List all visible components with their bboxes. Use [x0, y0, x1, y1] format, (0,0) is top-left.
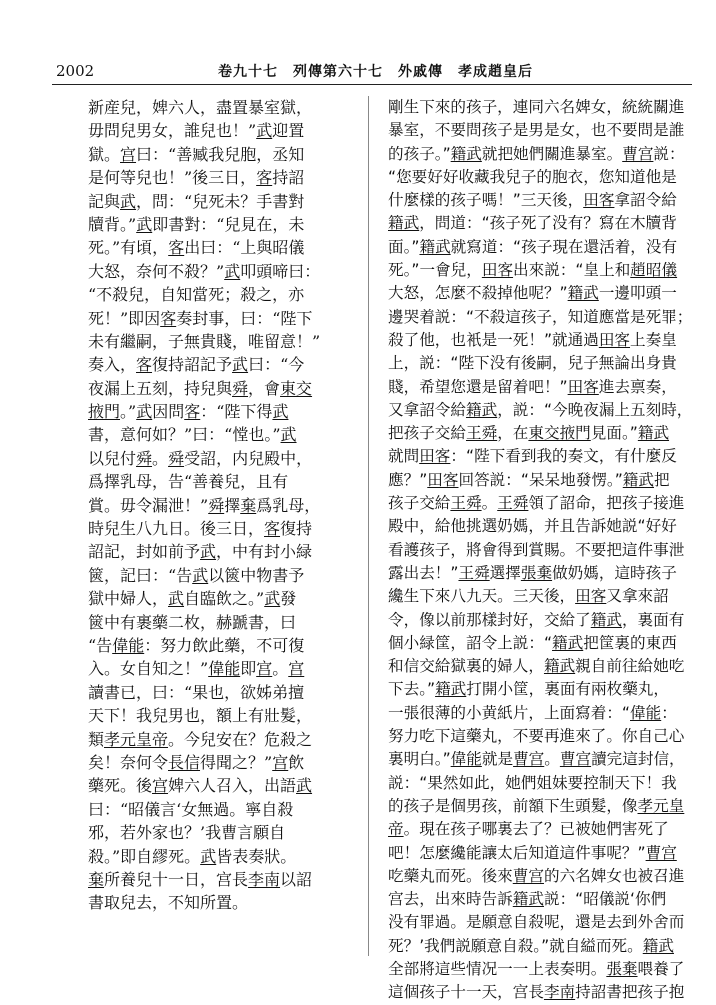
text-line: [88, 447, 338, 470]
proper-name: 宫: [152, 776, 169, 796]
text-segment: 復持: [280, 519, 313, 539]
text-line: [88, 821, 338, 844]
text-segment: “您要好好收藏我兒子的胞衣，您知道他是: [388, 167, 677, 186]
text-segment: 書取兒去，不知所置。: [88, 893, 249, 913]
text-segment: 吧！怎麼纔能讓太后知道這件事呢？”: [388, 843, 646, 862]
proper-name: 孝元皇帝: [104, 729, 169, 749]
text-segment: 就問: [388, 447, 420, 466]
text-segment: 即書對：“兒見在，未: [152, 214, 305, 234]
text-segment: 持詔書把孩子抱: [575, 983, 685, 1002]
proper-name: 武: [136, 214, 153, 234]
text-segment: 纔生下來八九天。三天後，: [388, 587, 576, 606]
text-line: [388, 399, 693, 422]
text-line: [388, 376, 677, 399]
proper-name: 李南: [248, 869, 281, 889]
text-segment: 夜漏上五刻，持兒與: [88, 378, 233, 398]
text-segment: 爲乳母，: [256, 495, 321, 515]
proper-name: 長信: [168, 752, 201, 772]
text-line: [388, 166, 677, 189]
text-line: [88, 330, 338, 353]
text-segment: 以兒付: [88, 448, 137, 468]
text-segment: 獄中婦人，: [88, 589, 169, 609]
text-segment: 讀書已，曰：“果也，欲姊弟擅: [88, 682, 305, 702]
text-line: [388, 306, 693, 329]
text-segment: 所養兒十一日，宫長: [104, 869, 249, 889]
text-line: [88, 634, 338, 657]
text-segment: 讀完這封信，: [591, 750, 685, 769]
text-segment: 詔記，封如前予: [88, 542, 201, 562]
proper-name: 武: [256, 121, 273, 141]
proper-name: 舜: [232, 378, 249, 398]
text-segment: 和信交給獄裏的婦人，: [388, 657, 544, 676]
text-line: [388, 702, 677, 725]
text-segment: “告: [88, 635, 113, 655]
text-line: [388, 236, 678, 259]
proper-name: 張棄: [520, 563, 553, 582]
proper-name: 客: [168, 238, 185, 258]
text-line: [388, 748, 685, 771]
proper-name: 東交掖門: [528, 424, 591, 443]
text-segment: 曰：“今: [248, 355, 305, 375]
proper-name: 曹宫: [645, 843, 677, 862]
text-segment: 矣！奈何令: [88, 752, 169, 772]
text-segment: 看護孩子，將會得到賞賜。不要把這件事泄: [388, 540, 685, 559]
proper-name: 籍武: [450, 144, 482, 163]
text-segment: 把筐裏的東西: [583, 633, 677, 652]
proper-name: 武: [264, 589, 281, 609]
text-segment: 努力吃下這藥丸，不要再進來了。你自己心: [388, 727, 685, 746]
text-line: [88, 283, 338, 306]
text-line: [388, 492, 685, 515]
proper-name: 東交: [280, 378, 313, 398]
column-divider: [368, 96, 369, 956]
text-line: [388, 865, 685, 888]
proper-name: 宫: [120, 144, 137, 164]
text-segment: 賞。毋令漏泄！”: [88, 495, 209, 515]
proper-name: 籍武: [465, 400, 498, 419]
text-segment: 新産兒，婢六人，盡置暴室獄，: [88, 98, 313, 117]
proper-name: 武: [224, 261, 241, 281]
text-line: [88, 774, 338, 797]
text-segment: 一邊叩頭一: [598, 284, 677, 303]
text-segment: 。: [544, 750, 560, 769]
text-line: [388, 725, 685, 748]
text-segment: 又拿來詔: [606, 587, 669, 606]
proper-name: 曹宫: [513, 750, 545, 769]
text-segment: 邊哭着説：“不殺這孩子，知道應當是死罪；: [388, 307, 693, 326]
text-segment: 賤，希望您還是留着吧！”: [388, 377, 568, 396]
proper-name: 籍武: [567, 284, 599, 303]
text-segment: 曰：“善臧我兒胞，丞知: [136, 144, 305, 164]
text-segment: 説：“昭儀説‘你們: [543, 890, 667, 909]
proper-name: 田客: [427, 470, 459, 489]
text-segment: 飲: [288, 752, 305, 772]
text-segment: 死！”即因: [88, 308, 161, 328]
text-segment: 。: [481, 494, 498, 513]
proper-name: 籍武: [388, 214, 420, 233]
proper-name: 舜: [208, 495, 225, 515]
proper-name: 武: [272, 402, 289, 422]
text-segment: 書，意何如？”曰：“憆也。”: [88, 425, 281, 445]
text-segment: 受詔，内兒殿中，: [184, 448, 313, 468]
text-segment: 上奏皇: [630, 330, 677, 349]
text-line: [388, 609, 685, 632]
text-segment: 獄。: [88, 144, 121, 164]
text-line: [88, 166, 338, 189]
proper-name: 籍武: [543, 657, 576, 676]
proper-name: 掖門: [88, 402, 121, 422]
text-segment: 出曰：“上與昭儀: [184, 238, 305, 258]
text-segment: 進去禀奏，: [598, 377, 677, 396]
proper-name: 客: [264, 519, 281, 539]
text-segment: 得聞之？”: [200, 752, 273, 772]
proper-name: 宫: [272, 752, 289, 772]
text-line: [388, 189, 677, 212]
text-segment: ，會: [248, 378, 281, 398]
proper-name: 田客: [567, 377, 599, 396]
proper-name: 武: [136, 402, 153, 422]
classical-chinese-column: [88, 96, 338, 915]
proper-name: 偉能: [112, 635, 145, 655]
text-line: [88, 891, 338, 914]
text-line: [388, 562, 677, 585]
text-line: [88, 236, 338, 259]
page-number: 2002: [56, 62, 95, 80]
text-line: [88, 657, 338, 680]
proper-name: 孝元皇: [637, 796, 685, 815]
text-segment: 時兒生八九日。後三日，: [88, 519, 265, 539]
text-segment: 大怒，奈何不殺？”: [88, 261, 225, 281]
text-line: [88, 611, 338, 634]
proper-name: 客: [160, 308, 177, 328]
text-segment: 個小緑筐，詔令上説：“: [388, 633, 553, 652]
text-segment: 皆表奏狀。: [216, 846, 297, 866]
text-line: [88, 353, 338, 376]
text-segment: 邪，若外家也？’我曹言願自: [88, 823, 286, 843]
proper-name: 田客: [575, 587, 607, 606]
proper-name: 武: [280, 425, 297, 445]
proper-name: 偉能: [630, 703, 662, 722]
proper-name: 曹宫: [622, 144, 654, 163]
text-line: [388, 842, 677, 865]
text-segment: 篋，記曰：“告: [88, 565, 193, 585]
text-segment: 。今兒安在？危殺之: [168, 729, 313, 749]
text-line: [388, 119, 685, 142]
text-segment: ，在: [497, 424, 529, 443]
text-line: [88, 377, 338, 400]
proper-name: 王舜: [458, 563, 490, 582]
text-segment: 領了詔命，把孩子接進: [528, 494, 685, 513]
text-segment: 面。”: [388, 237, 420, 256]
text-line: [388, 958, 685, 981]
text-segment: 毋問兒男女，誰兒也！”: [88, 121, 257, 141]
text-segment: 就寫道：“孩子現在還活着，没有: [450, 237, 678, 256]
proper-name: 武: [192, 565, 209, 585]
text-line: [388, 981, 685, 1004]
proper-name: 趙昭儀: [630, 261, 678, 280]
text-segment: 下去。”: [388, 680, 436, 699]
proper-name: 客: [136, 355, 153, 375]
text-segment: 拿詔令給: [614, 191, 677, 210]
proper-name: 王舜: [450, 494, 482, 513]
text-segment: 是何等兒也！”後三日，: [88, 168, 257, 188]
text-segment: 以詔: [280, 869, 313, 889]
text-segment: 的六名婢女也被召進: [543, 866, 685, 885]
proper-name: 籍武: [552, 633, 584, 652]
text-segment: 類: [88, 729, 105, 749]
text-segment: 一張很薄的小黄紙片，上面寫着：“: [388, 703, 630, 722]
text-segment: 暴室，不要問孩子是男是女，也不要問是誰: [388, 121, 685, 140]
proper-name: 舜: [136, 448, 153, 468]
text-line: [88, 704, 338, 727]
text-segment: 令，像以前那樣封好，交給了: [388, 610, 591, 629]
proper-name: 武: [120, 191, 137, 211]
text-line: [88, 96, 338, 119]
text-segment: ，中有封小緑: [216, 542, 313, 562]
modern-translation-column: [388, 96, 693, 1005]
proper-name: 偉能: [450, 750, 482, 769]
text-segment: 記與: [88, 191, 121, 211]
text-segment: 見面。”: [590, 424, 638, 443]
text-line: [88, 798, 338, 821]
text-segment: 以篋中物書予: [208, 565, 305, 585]
text-line: [388, 96, 685, 119]
text-segment: 把: [653, 470, 670, 489]
text-line: [88, 213, 338, 236]
text-segment: 迎置: [272, 121, 305, 141]
text-line: [88, 845, 338, 868]
proper-name: 客: [184, 402, 201, 422]
text-segment: ：“陛下看到我的奏文，有什麼反: [450, 447, 677, 466]
proper-name: 李南: [543, 983, 576, 1002]
text-segment: 説：: [653, 144, 685, 163]
text-line: [88, 728, 338, 751]
proper-name: 武: [200, 542, 217, 562]
proper-name: 帝: [388, 820, 404, 839]
text-line: [88, 260, 338, 283]
text-segment: 全部將這些情况一一上表奏明。: [388, 959, 607, 978]
text-line: [88, 517, 338, 540]
proper-name: 田客: [598, 330, 631, 349]
text-segment: 擇: [224, 495, 241, 515]
text-line: [88, 564, 338, 587]
proper-name: 棄: [88, 869, 105, 889]
proper-name: 籍武: [435, 680, 467, 699]
text-segment: 露出去！”: [388, 563, 459, 582]
text-line: [388, 818, 674, 841]
proper-name: 舜: [168, 448, 185, 468]
text-segment: 又拿詔令給: [388, 400, 466, 419]
text-line: [388, 632, 677, 655]
text-segment: 的孩子。”: [388, 144, 451, 163]
text-segment: 應？”: [388, 470, 428, 489]
text-segment: 上，説：“陛下没有後嗣，兒子無論出身貴: [388, 354, 677, 373]
text-segment: 入。女自知之！”: [88, 659, 209, 679]
proper-name: 武: [200, 846, 217, 866]
text-segment: 宫去，出來時告訴: [388, 890, 513, 909]
text-segment: ，説：“今晚夜漏上五刻時，: [497, 400, 693, 419]
text-line: [88, 119, 338, 142]
proper-name: 籍武: [642, 936, 674, 955]
text-segment: 説：“果然如此，她們姐妹要控制天下！我: [388, 773, 677, 792]
proper-name: 宫: [256, 659, 273, 679]
text-segment: 這個孩子十一天，宫長: [388, 983, 544, 1002]
text-segment: 裏明白。”: [388, 750, 451, 769]
text-line: [388, 888, 674, 911]
proper-name: 偉能: [208, 659, 241, 679]
text-segment: 復持詔記予: [152, 355, 233, 375]
text-segment: 發: [280, 589, 297, 609]
text-segment: 就是: [481, 750, 514, 769]
text-line: [388, 539, 685, 562]
header-rule: [52, 84, 692, 85]
text-segment: 因問: [152, 402, 185, 422]
text-line: [388, 282, 677, 305]
proper-name: 田客: [583, 191, 615, 210]
proper-name: 籍武: [622, 470, 654, 489]
text-segment: 把孩子交給: [388, 424, 466, 443]
text-segment: 大怒，怎麼不殺掉他呢？”: [388, 284, 568, 303]
proper-name: 曹宫: [512, 866, 544, 885]
text-segment: 出來説：“皇上和: [513, 261, 631, 280]
proper-name: 宫: [288, 659, 305, 679]
text-line: [388, 422, 674, 445]
proper-name: 武: [296, 776, 313, 796]
text-line: [88, 540, 338, 563]
text-segment: 死。”有頃，: [88, 238, 169, 258]
text-segment: 殺。”即自繆死。: [88, 846, 201, 866]
text-segment: 奏入，: [88, 355, 137, 375]
text-segment: 殿中，給他挑選奶媽，并且告訴她説“好好: [388, 517, 677, 536]
text-segment: 的孩子是個男孩，前額下生頭髮，像: [388, 796, 638, 815]
text-line: [88, 681, 338, 704]
text-segment: ，問道：“孩子死了没有？寫在木牘背: [419, 214, 677, 233]
text-line: [388, 515, 677, 538]
text-line: [88, 307, 338, 330]
text-line: [388, 143, 685, 166]
proper-name: 王舜: [497, 494, 529, 513]
text-segment: 自臨飲之。”: [184, 589, 265, 609]
text-segment: 吃藥丸而死。後來: [388, 866, 513, 885]
proper-name: 籍武: [590, 610, 622, 629]
proper-name: 田客: [481, 261, 514, 280]
proper-name: 籍武: [637, 424, 670, 443]
text-segment: ，裏面有: [621, 610, 685, 629]
text-segment: 剛生下來的孩子，連同六名婢女，統統關進: [388, 98, 685, 116]
text-segment: 。: [152, 448, 169, 468]
text-segment: 奏封事，曰：“陛下: [176, 308, 313, 328]
proper-name: 籍武: [419, 237, 451, 256]
text-line: [388, 678, 674, 701]
text-segment: 叩頭啼曰：: [240, 261, 321, 281]
text-segment: 。”: [120, 402, 137, 422]
text-segment: 未有繼嗣，子無貴賤，唯留意！”: [88, 331, 321, 351]
text-line: [88, 400, 338, 423]
text-segment: 曰：“昭儀言‘女無過。寧自殺: [88, 799, 294, 819]
text-line: [388, 795, 685, 818]
text-segment: 篋中有裹藥二枚，赫蹏書，曰: [88, 612, 297, 632]
text-segment: 。: [272, 659, 289, 679]
proper-name: 武: [232, 355, 249, 375]
text-segment: 爲擇乳母，告“善養兒，且有: [88, 472, 289, 492]
text-segment: 藥死。後: [88, 776, 153, 796]
text-segment: 婢六人召入，出語: [168, 776, 297, 796]
text-segment: 喂養了: [637, 959, 685, 978]
running-head: 卷九十七 列傳第六十七 外戚傳 孝成趙皇后: [218, 64, 533, 80]
proper-name: 武: [168, 589, 185, 609]
text-segment: 。現在孩子哪裏去了？已被她們害死了: [403, 820, 669, 839]
text-segment: 回答説：“呆呆地發愣。”: [458, 470, 623, 489]
text-line: [88, 423, 338, 446]
text-segment: 什麼樣的孩子嗎！”三天後，: [388, 191, 584, 210]
text-segment: 天下！我兒男也，額上有壯髮，: [88, 706, 313, 726]
text-segment: 死。”一會兒，: [388, 261, 482, 280]
text-segment: 牘背。”: [88, 214, 137, 234]
proper-name: 籍武: [512, 890, 544, 909]
text-segment: ：努力飲此藥，不可復: [144, 635, 305, 655]
text-segment: 孩子交給: [388, 494, 451, 513]
text-line: [88, 587, 338, 610]
text-line: [388, 329, 677, 352]
text-segment: 死？’我們説願意自殺。”就自縊而死。: [388, 936, 643, 955]
text-line: [388, 935, 674, 958]
text-line: [388, 259, 678, 282]
text-segment: ：“陛下得: [200, 402, 273, 422]
text-segment: 親自前往給她吃: [575, 657, 685, 676]
proper-name: 棄: [240, 495, 257, 515]
text-segment: “不殺兒，自知當死；殺之，亦: [88, 285, 305, 305]
text-line: [88, 751, 338, 774]
text-line: [388, 772, 677, 795]
text-line: [388, 469, 674, 492]
text-segment: 持詔: [272, 168, 305, 188]
proper-name: 王舜: [465, 424, 498, 443]
text-segment: 打開小筐，裏面有兩枚藥丸，: [466, 680, 669, 699]
text-line: [388, 352, 677, 375]
text-line: [388, 655, 685, 678]
text-segment: 做奶媽，這時孩子: [552, 563, 677, 582]
text-line: [388, 585, 674, 608]
text-line: [88, 494, 338, 517]
text-line: [388, 911, 685, 934]
proper-name: 曹宫: [559, 750, 592, 769]
text-segment: 殺了他，也衹是一死！”就通過: [388, 330, 599, 349]
proper-name: 客: [256, 168, 273, 188]
text-segment: 没有罪過。是願意自殺呢，還是去到外舍而: [388, 913, 685, 932]
text-segment: 就把她們關進暴室。: [481, 144, 623, 163]
text-segment: ，問：“兒死未？手書對: [136, 191, 305, 211]
text-line: [388, 212, 677, 235]
text-line: [88, 470, 338, 493]
text-segment: 選擇: [489, 563, 521, 582]
proper-name: 田客: [419, 447, 451, 466]
text-line: [88, 868, 338, 891]
text-line: [388, 445, 677, 468]
text-segment: ：: [661, 703, 677, 722]
text-line: [88, 190, 338, 213]
text-line: [88, 143, 338, 166]
proper-name: 張棄: [606, 959, 638, 978]
text-segment: 即: [240, 659, 257, 679]
